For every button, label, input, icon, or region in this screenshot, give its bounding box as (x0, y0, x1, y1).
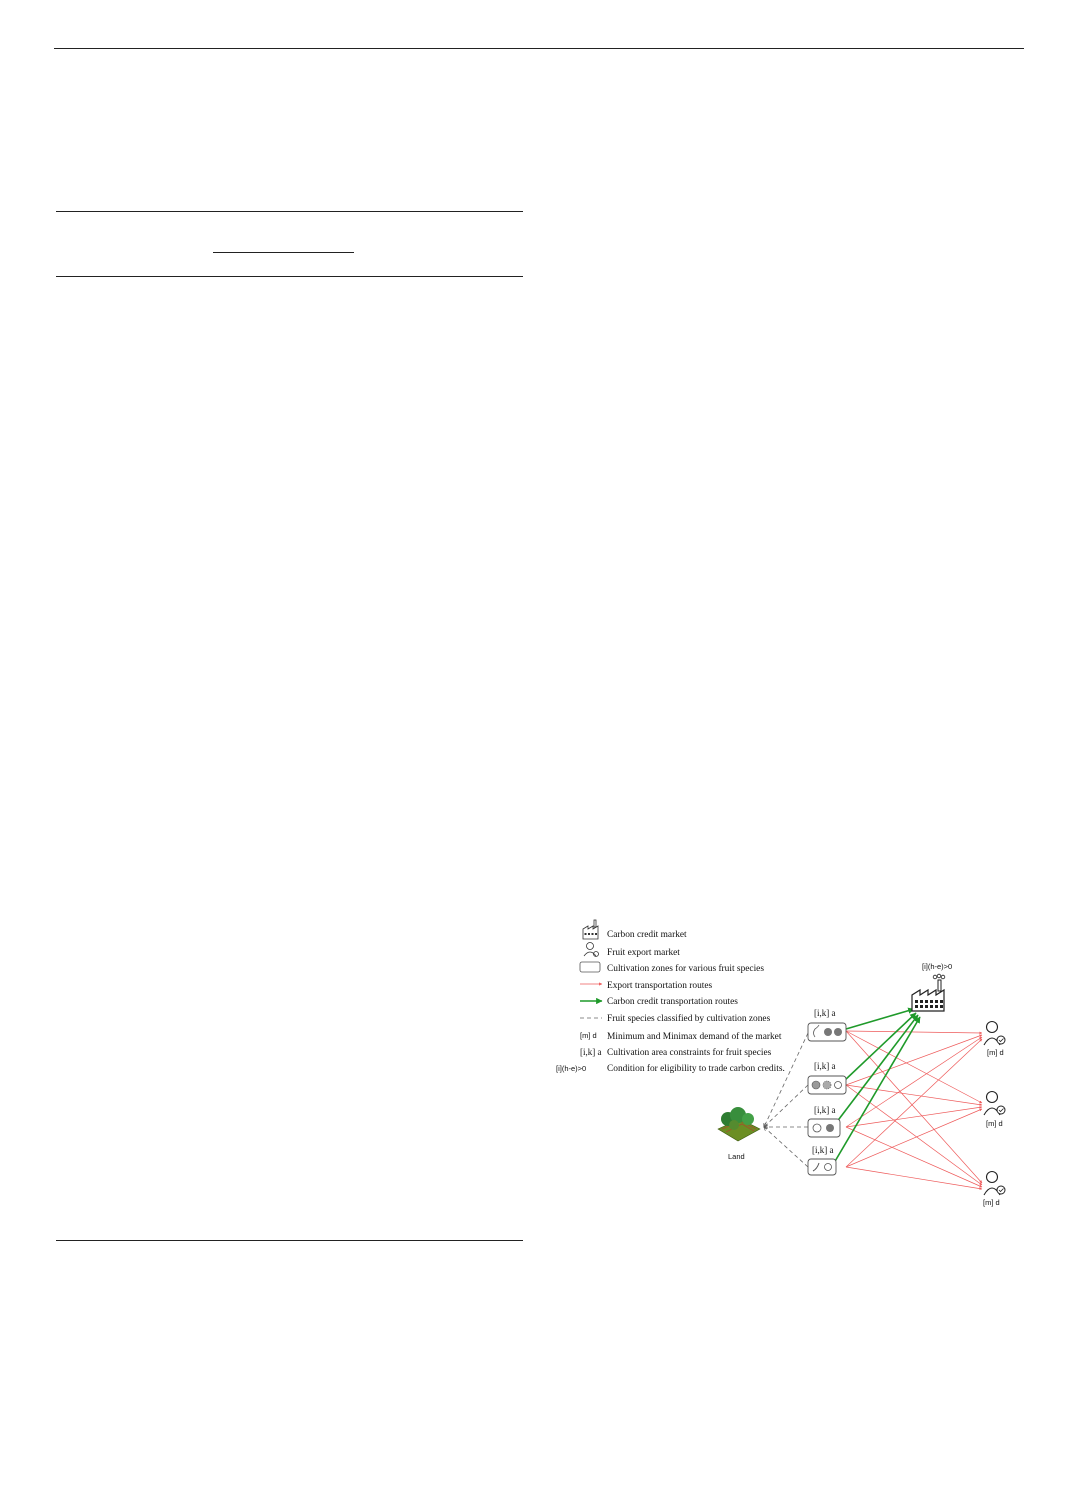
user-check-icon (984, 1172, 1005, 1196)
factory-label: [i](h-e)>0 (922, 962, 953, 971)
network-diagram (550, 905, 1040, 1215)
legend (556, 920, 785, 1074)
carbon-market-node (912, 962, 952, 1011)
land-icon (718, 1107, 760, 1141)
user-check-icon (984, 1022, 1005, 1046)
export-routes (846, 1031, 982, 1189)
legend-text-6: Minimum and Minimax demand of the market (607, 1032, 782, 1042)
market-label-0: [m] d (987, 1048, 1004, 1057)
mangosteen-icon (834, 1028, 842, 1036)
table-bottom-rule (56, 276, 523, 277)
zone-0 (808, 1008, 846, 1041)
legend-symbol-7: [i,k] a (580, 1047, 602, 1057)
export-route-3-0 (846, 1039, 982, 1167)
mangosteen-icon (826, 1124, 834, 1132)
land-label: Land (728, 1152, 745, 1161)
footnote-rule (56, 1240, 523, 1241)
header-rule (54, 48, 1024, 49)
zone-2 (808, 1105, 840, 1137)
durian-icon (812, 1081, 820, 1089)
legend-text-1: Fruit export market (607, 948, 680, 958)
carbon-route-1 (844, 1013, 916, 1081)
zone-label-0: [i,k] a (814, 1008, 836, 1018)
export-route-0-1 (846, 1031, 982, 1103)
legend-text-8: Condition for eligibility to trade carbon credits. (607, 1064, 785, 1074)
legend-text-3: Export transportation routes (607, 981, 713, 991)
user-check-icon (984, 1092, 1005, 1116)
market-0 (984, 1022, 1005, 1058)
legend-symbol-6: [m] d (580, 1031, 597, 1040)
legend-text-4: Carbon credit transportation routes (607, 997, 738, 1007)
mangosteen-icon (824, 1028, 832, 1036)
export-route-1-1 (846, 1085, 982, 1105)
legend-text-5: Fruit species classified by cultivation zones (607, 1014, 771, 1024)
table-top-rule (56, 211, 523, 212)
dashed-line-3 (764, 1127, 808, 1167)
export-route-0-0 (846, 1031, 982, 1033)
zone-label-1: [i,k] a (814, 1061, 836, 1071)
market-2 (983, 1172, 1005, 1208)
carbon-route-0 (846, 1009, 914, 1029)
market-label-1: [m] d (986, 1119, 1003, 1128)
factory-icon (583, 920, 598, 939)
export-route-2-1 (846, 1107, 982, 1127)
rambutan-icon (823, 1081, 831, 1089)
zone-1 (808, 1061, 846, 1094)
legend-text-7: Cultivation area constraints for fruit species (607, 1048, 772, 1058)
legend-symbol-8: [i](h-e)>0 (556, 1064, 587, 1073)
legend-text-0: Carbon credit market (607, 930, 687, 940)
user-check-icon (584, 943, 599, 957)
legend-text-2: Cultivation zones for various fruit species (607, 964, 764, 974)
market-1 (984, 1092, 1005, 1129)
zone-label-3: [i,k] a (812, 1145, 834, 1155)
export-route-3-1 (846, 1109, 982, 1167)
market-label-2: [m] d (983, 1198, 1000, 1207)
rounded-rect-icon (580, 962, 600, 972)
zone-3 (808, 1145, 836, 1175)
zone-label-2: [i,k] a (814, 1105, 836, 1115)
dashed-line-1 (764, 1085, 808, 1127)
land-node (718, 1107, 760, 1161)
table-mid-rule (213, 252, 354, 253)
factory-icon (912, 974, 945, 1011)
